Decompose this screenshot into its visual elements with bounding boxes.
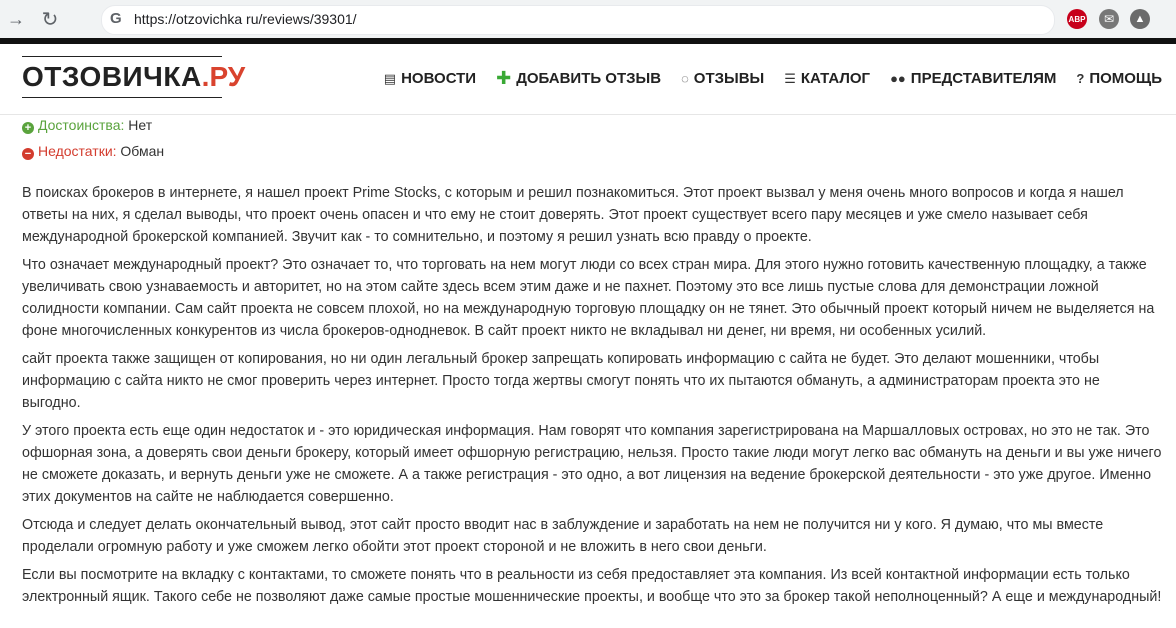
logo-text: ОТЗОВИЧКА [22,61,202,92]
review-paragraph: Отсюда и следует делать окончательный вывод, этот сайт просто вводит нас в заблуждение и заработать на нем не получится ни у кого. Я думаю, что мы вместе проделали огромную работу и уже сможем легко обойти этот проект стороной и не вложить в него свои деньги. [22,517,1104,555]
nav-help[interactable] [1076,68,1162,89]
chat-extension-icon[interactable]: ✉ [1099,9,1119,29]
site-logo[interactable] [22,56,246,98]
adblock-icon[interactable]: ABP [1067,9,1087,29]
browser-toolbar [0,0,1176,39]
pros-row [22,112,1162,138]
nav-reviews[interactable] [681,68,764,89]
main-navigation [384,68,1162,89]
cons-row [22,138,1162,164]
newspaper-icon: ▤ [383,70,397,86]
nav-news[interactable] [384,68,476,89]
review-paragraph: сайт проекта также защищен от копирования, но ни один легальный брокер запрещать копировать информацию с сайта не будет. Это делают мошенники, чтобы информацию с сайта никто не смог проверить через интернет. Просто тогда жертвы смогут понять что их пытаются обмануть, а администраторам проекта это не выгодно. [22,351,1100,411]
review-text [22,182,1162,608]
review-content [22,112,1162,614]
nav-add-review[interactable] [496,68,661,89]
nav-catalog-label: КАТАЛОГ [800,70,871,87]
back-arrow-icon[interactable]: → [7,8,25,29]
review-paragraph: Что означает международный проект? Это означает то, что торговать на нем могут люди со всех стран мира. Для этого нужно готовить качественную площадку, а также увеличивать свою узнаваемость и авторитет, но на этом сайте здесь всем этим даже и не пахнет. Поэтому это все лишь пустые слова для демонстрации ложной солидности компании. Сам сайт проекта не совсем плохой, но на международную торговую площадку он не тянет. Это обычный проект который ничем не выделяется на фоне многочисленных конкурентов из числа брокеров-однодневок. В сайт проект никто не вкладывал ни денег, ни время, ни особенных усилий. [22,257,1155,339]
cons-label: Недостатки: [38,143,117,159]
address-bar[interactable] [101,5,1055,35]
plus-circle-icon: + [22,122,34,134]
url-text: https://otzovichka ru/reviews/39301/ [134,11,357,27]
drive-extension-icon[interactable]: ▲ [1130,9,1150,29]
list-icon: ☰ [784,70,796,86]
review-paragraph: Если вы посмотрите на вкладку с контактами, то сможете понять что в реальности из себя предоставляет эта компания. Из всей контактной информации есть только электронный ящик. Такого себе не позволяют даже самые простые мошеннические проекты, и вообще что это за брокер такой неполноценный? А еще и международный! [22,567,1162,605]
logo-domain: .РУ [201,61,246,92]
nav-representatives-label: ПРЕДСТАВИТЕЛЯМ [910,70,1057,87]
minus-circle-icon: − [22,148,34,160]
comments-icon: ◌ [681,71,689,86]
nav-news-label: НОВОСТИ [401,70,477,87]
site-header [0,44,1176,115]
google-icon: G [110,10,122,27]
question-icon: ? [1076,71,1085,86]
nav-add-review-label: ДОБАВИТЬ ОТЗЫВ [516,70,662,87]
cons-value: Обман [120,143,165,159]
nav-reviews-label: ОТЗЫВЫ [693,70,765,87]
users-icon: ●● [890,71,906,86]
nav-representatives[interactable] [890,68,1056,89]
nav-help-label: ПОМОЩЬ [1089,70,1162,87]
reload-icon[interactable]: ↻ [41,8,59,31]
pros-cons [22,112,1162,164]
plus-icon: ✚ [496,68,512,88]
review-paragraph: В поисках брокеров в интернете, я нашел проект Prime Stocks, с которым и решил познакомиться. Этот проект вызвал у меня очень много вопросов и когда я нашел ответы на них, я сделал выводы, что проект очень опасен и что ему не стоит доверять. Этот проект существует всего пару месяцев и уже смело называет себя международной брокерской компанией. Звучит как - то сомнительно, и поэтому я решил узнать всю правду о проекте. [22,185,1124,245]
nav-catalog[interactable] [784,68,870,89]
pros-value: Нет [128,117,153,133]
review-paragraph: У этого проекта есть еще один недостаток и - это юридическая информация. Нам говорят что компания зарегистрирована на Маршалловых островах, но это не так. Это офшорная зона, а доверять свои деньги брокеру, который имеет офшорную регистрацию, нельзя. Просто такие люди могут легко вас обмануть на деньги и вы уже ничего не сможете доказать, и вернуть деньги уже не сможете. А а также регистрация - это одно, а вот лицензия на ведение брокерской деятельности - это уже другое. Именно этих документов на сайте не наблюдается совершенно. [22,423,1162,505]
pros-label: Достоинства: [38,117,125,133]
